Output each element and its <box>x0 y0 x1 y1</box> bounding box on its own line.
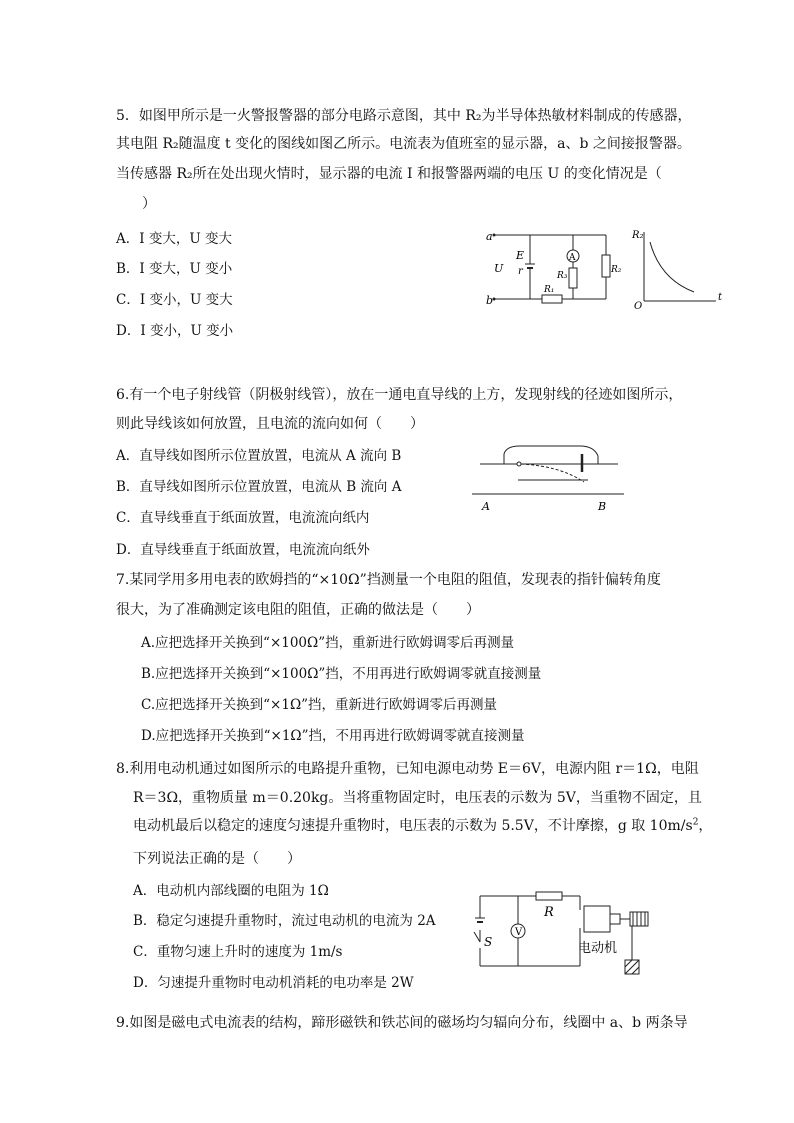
label-u: U <box>494 262 504 275</box>
label-r1: R₁ <box>544 285 555 295</box>
q5-option-a: A．I 变大，U 变大 <box>116 231 233 247</box>
q7-option-d: D.应把选择开关换到“×1Ω”挡，不用再进行欧姆调零就直接测量 <box>141 728 525 744</box>
label-resistor-r: R <box>544 905 554 920</box>
q9-line1: 9.如图是磁电式电流表的结构，蹄形磁铁和铁芯间的磁场均匀辐向分布，线圈中 a、b 两条导 <box>116 1015 688 1031</box>
graph-x-label: t <box>718 292 723 303</box>
q6-option-b: B．直导线如图所示位置放置，电流从 B 流向 A <box>116 479 402 495</box>
q5-option-d: D．I 变小，U 变小 <box>116 323 234 339</box>
q6-option-a: A．直导线如图所示位置放置，电流从 A 流向 B <box>116 448 402 464</box>
q5-circuit-diagram <box>480 222 630 312</box>
label-motor: 电动机 <box>578 941 618 956</box>
ammeter-symbol: A <box>569 253 576 263</box>
label-b: b <box>486 294 494 307</box>
q6-option-d: D．直导线垂直于纸面放置，电流流向纸外 <box>116 542 370 558</box>
label-switch-s: S <box>484 935 493 949</box>
label-wire-b: B <box>598 500 607 513</box>
q5-line4: ） <box>142 196 156 212</box>
label-r: r <box>518 266 523 277</box>
q7-line1: 7.某同学用多用电表的欧姆挡的“×10Ω”挡测量一个电阻的阻值，发现表的指针偏转角度 <box>116 572 661 588</box>
label-r3: R₃ <box>557 271 568 281</box>
q8-line1: 8.利用电动机通过如图所示的电路提升重物，已知电源电动势 E＝6V，电源内阻 r＝1Ω，电阻 <box>116 761 699 777</box>
q5-line3: 当传感器 R₂所在处出现火情时，显示器的电流 I 和报警器两端的电压 U 的变化情况是（ <box>116 166 662 182</box>
q8-line3-superscript: 2 <box>692 817 699 828</box>
label-wire-a: A <box>482 500 490 513</box>
q8-motor-circuit-diagram <box>470 890 660 982</box>
q5-line1: 5．如图甲所示是一火警报警器的部分电路示意图，其中 R₂为半导体热敏材料制成的传感器， <box>116 108 692 124</box>
q8-line4: 下列说法正确的是（ ） <box>133 851 301 867</box>
q8-option-b: B．稳定匀速提升重物时，流过电动机的电流为 2A <box>133 913 436 929</box>
q7-option-b: B.应把选择开关换到“×100Ω”挡，不用再进行欧姆调零就直接测量 <box>141 666 542 682</box>
q8-line3-text: 电动机最后以稳定的速度匀速提升重物时，电压表的示数为 5.5V，不计摩擦，g 取 10m/s <box>133 818 693 834</box>
graph-origin-label: O <box>634 301 643 312</box>
q8-option-d: D．匀速提升重物时电动机消耗的电功率是 2W <box>133 975 414 991</box>
q5-option-c: C．I 变小，U 变大 <box>116 292 233 308</box>
q6-cathode-ray-tube-diagram <box>470 442 630 514</box>
q8-line3 <box>133 816 712 836</box>
q8-line3-end: ， <box>698 818 713 834</box>
label-a: a <box>486 230 493 243</box>
q5-r2-temperature-graph <box>630 224 726 312</box>
q7-option-c: C.应把选择开关换到“×1Ω”挡，重新进行欧姆调零后再测量 <box>141 697 498 713</box>
q8-line2: R＝3Ω，重物质量 m＝0.20kg。当将重物固定时，电压表的示数为 5V，当重物不固定，且 <box>133 790 702 806</box>
q8-option-c: C．重物匀速上升时的速度为 1m/s <box>133 944 343 960</box>
q7-option-a: A.应把选择开关换到“×100Ω”挡，重新进行欧姆调零后再测量 <box>141 635 515 651</box>
voltmeter-symbol: V <box>515 927 523 938</box>
q7-line2: 很大，为了准确测定该电阻的阻值，正确的做法是（ ） <box>116 602 480 618</box>
label-r2: R₂ <box>611 265 622 275</box>
q6-line2: 则此导线该如何放置，且电流的流向如何（ ） <box>116 416 424 432</box>
graph-y-label: R₂ <box>632 230 644 241</box>
label-e: E <box>516 249 525 262</box>
q6-option-c: C．直导线垂直于纸面放置，电流流向纸内 <box>116 510 370 526</box>
q6-line1: 6.有一个电子射线管（阴极射线管），放在一通电直导线的上方，发现射线的径迹如图所示， <box>116 387 683 403</box>
q5-line2: 其电阻 R₂随温度 t 变化的图线如图乙所示。电流表为值班室的显示器，a、b 之间接报警器。 <box>116 136 691 152</box>
q8-option-a: A．电动机内部线圈的电阻为 1Ω <box>133 883 329 899</box>
q5-option-b: B．I 变大，U 变小 <box>116 261 233 277</box>
